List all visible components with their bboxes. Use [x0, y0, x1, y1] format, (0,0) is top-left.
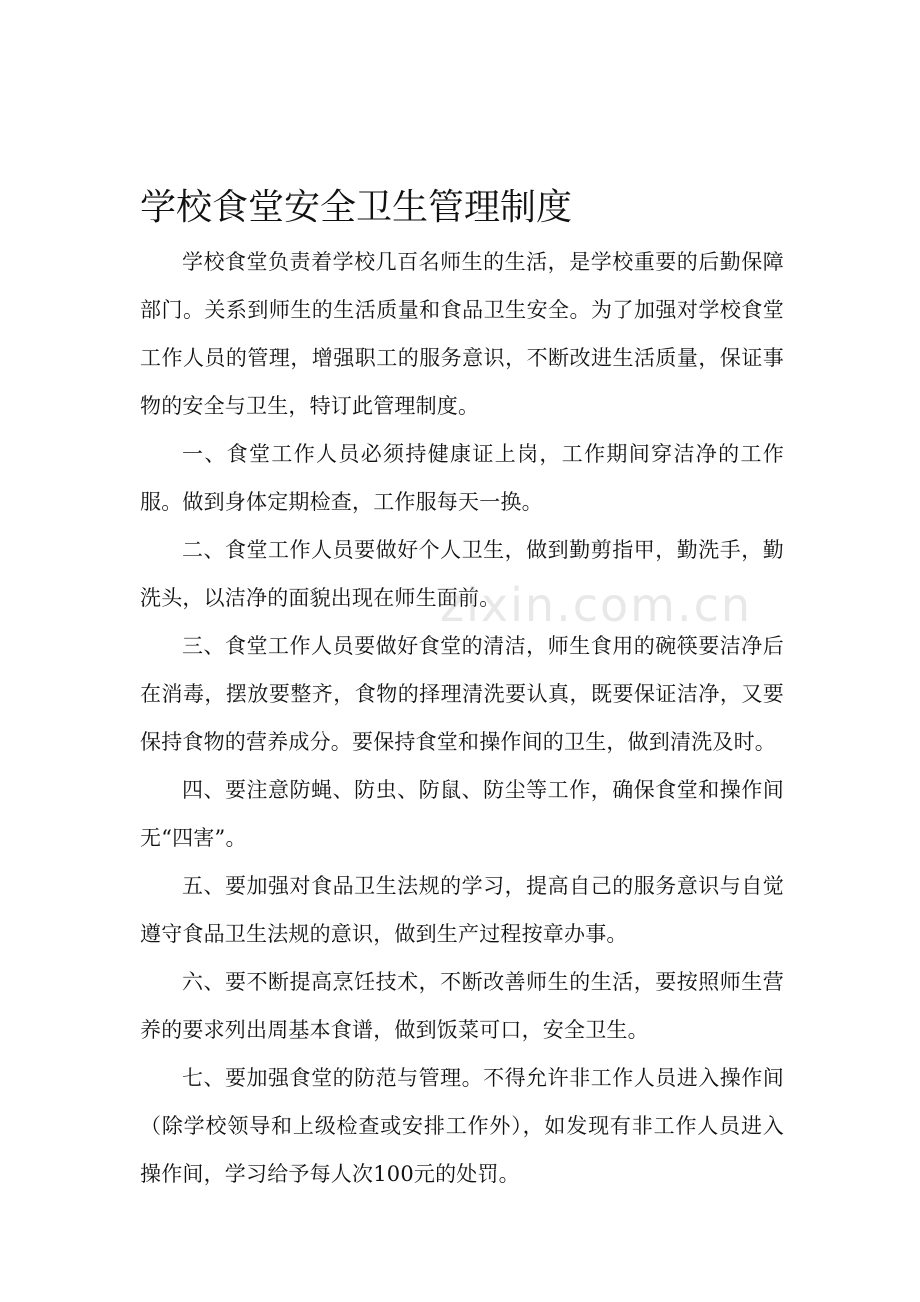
- paragraph-rule-2: 二、食堂工作人员要做好个人卫生，做到勤剪指甲，勤洗手，勤洗头，以洁净的面貌出现在师生面前。: [140, 538, 784, 610]
- paragraph-rule-5: 五、要加强对食品卫生法规的学习，提高自己的服务意识与自觉遵守食品卫生法规的意识，做到生产过程按章办事。: [140, 874, 784, 946]
- paragraph-rule-6: 六、要不断提高烹饪技术，不断改善师生的生活，要按照师生营养的要求列出周基本食谱，做到饭菜可口，安全卫生。: [140, 970, 784, 1042]
- paragraph-intro: 学校食堂负责着学校几百名师生的生活，是学校重要的后勤保障部门。关系到师生的生活质量和食品卫生安全。为了加强对学校食堂工作人员的管理，增强职工的服务意识，不断改进生活质量，保证事物的安全与卫生，特订此管理制度。: [140, 250, 784, 418]
- paragraph-rule-3: 三、食堂工作人员要做好食堂的清洁，师生食用的碗筷要洁净后在消毒，摆放要整齐，食物的择理清洗要认真，既要保证洁净，又要保持食物的营养成分。要保持食堂和操作间的卫生，做到清洗及时。: [140, 634, 784, 754]
- document-title: 学校食堂安全卫生管理制度: [140, 187, 573, 228]
- paragraph-rule-7: 七、要加强食堂的防范与管理。不得允许非工作人员进入操作间（除学校领导和上级检查或安排工作外），如发现有非工作人员进入操作间，学习给予每人次100元的处罚。: [140, 1066, 784, 1186]
- watermark-text: zixin.com.cn: [440, 578, 753, 632]
- document-body: [140, 238, 784, 1198]
- paragraph-rule-1: 一、食堂工作人员必须持健康证上岗，工作期间穿洁净的工作服。做到身体定期检查，工作服每天一换。: [140, 442, 784, 514]
- paragraph-rule-4: 四、要注意防蝇、防虫、防鼠、防尘等工作，确保食堂和操作间无“四害”。: [140, 778, 784, 850]
